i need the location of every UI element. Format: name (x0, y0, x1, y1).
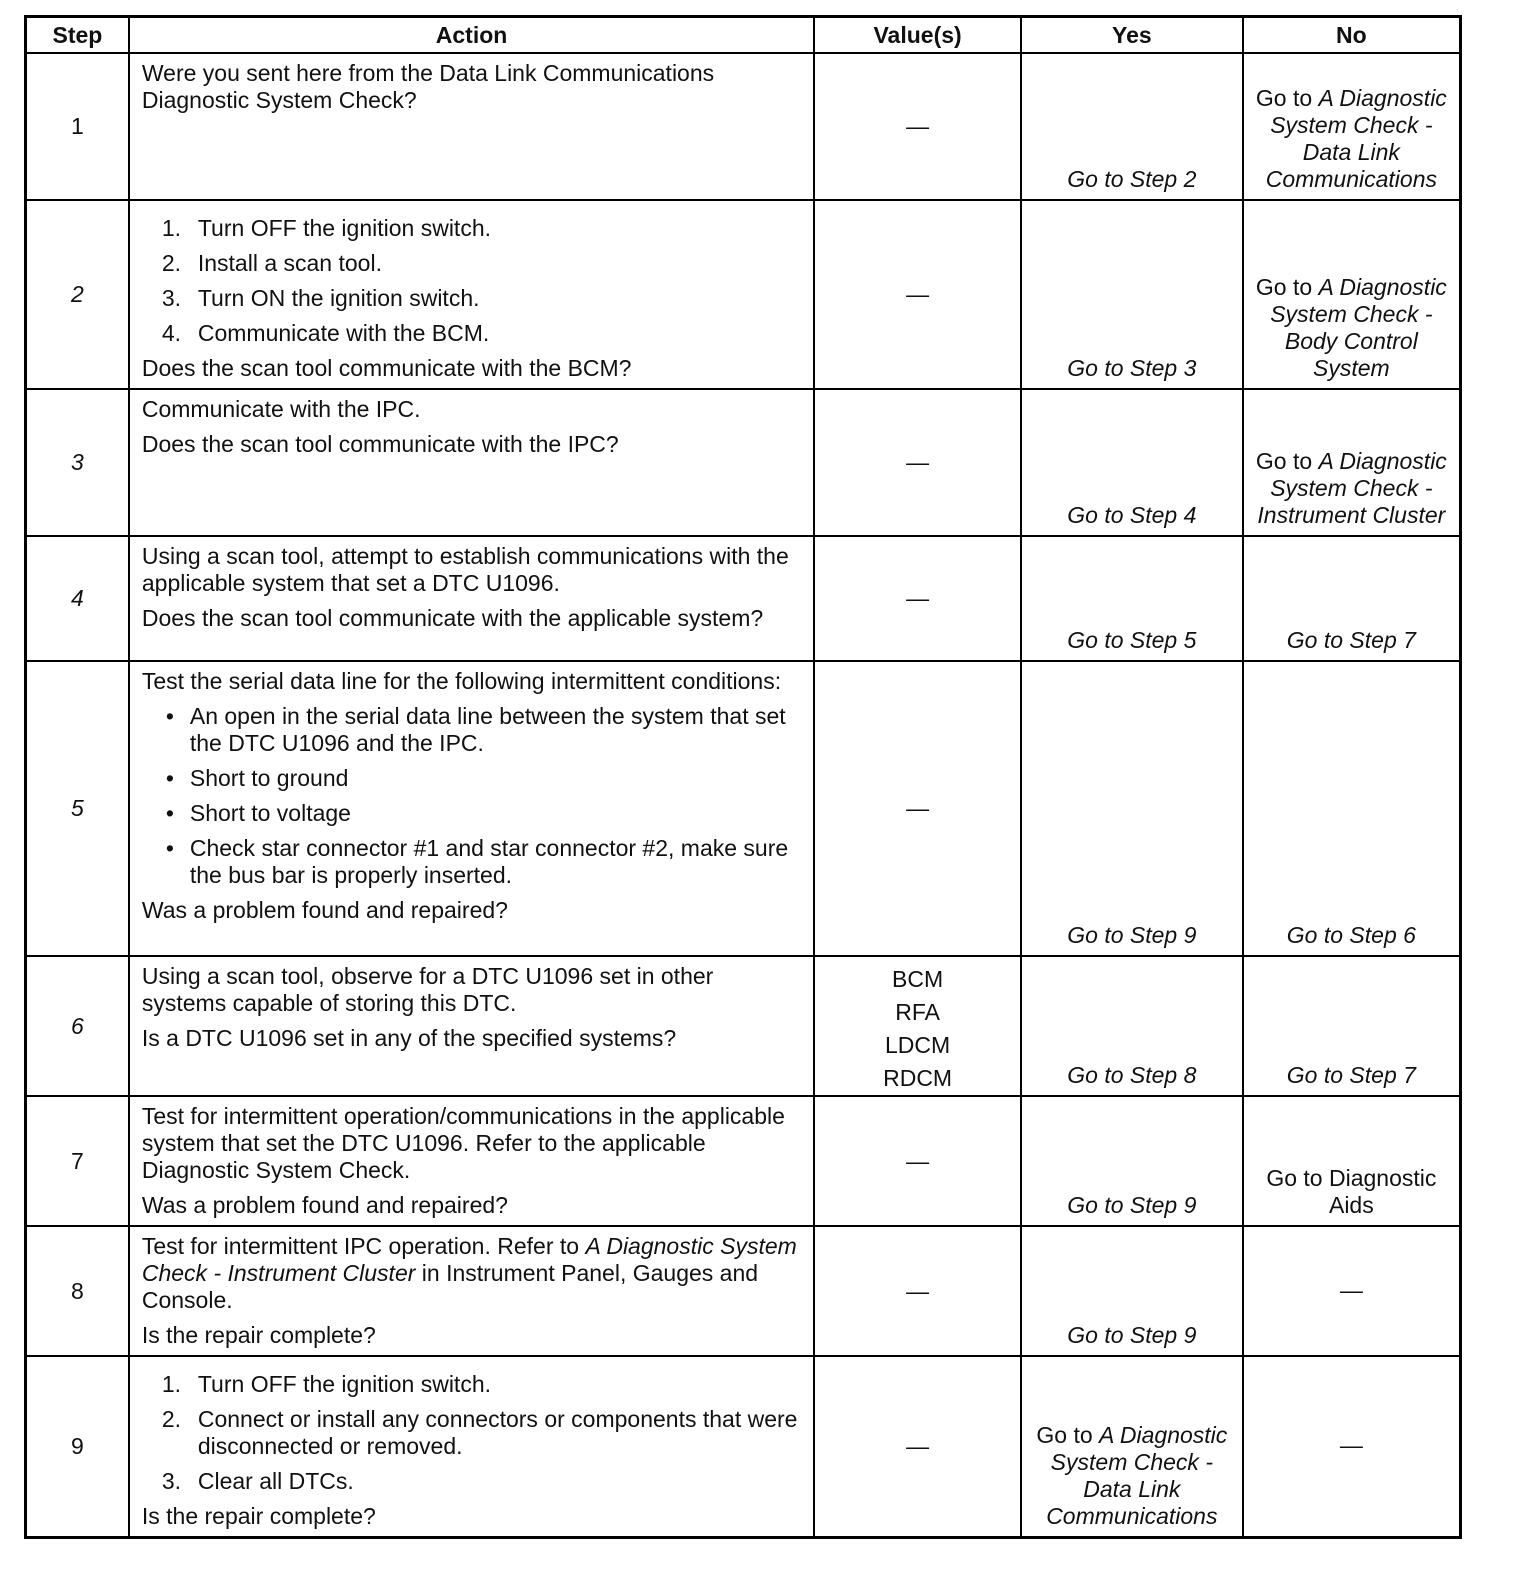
list-number: 4. (161, 320, 182, 346)
step-number: 7 (26, 1096, 129, 1226)
table-row (26, 1356, 1461, 1538)
yes-link: A Diagnostic System Check - Data Link Communications (1046, 1422, 1228, 1529)
action-cell (129, 200, 814, 389)
values-cell: — (814, 200, 1021, 389)
table-row (26, 1226, 1461, 1356)
action-question: Does the scan tool communicate with the BCM? (141, 355, 632, 381)
action-text: Communicate with the IPC. (141, 396, 421, 422)
table-row (26, 661, 1461, 956)
yes-cell (1021, 1356, 1243, 1538)
action-cell (129, 661, 814, 956)
step-number: 2 (26, 200, 129, 389)
list-item: • An open in the serial data line between the system that set the DTC U1096 and the IPC. (142, 703, 803, 757)
list-text: Connect or install any connectors or components that were disconnected or removed. (197, 1406, 798, 1459)
header-values: Value(s) (814, 17, 1021, 54)
action-cell (129, 956, 814, 1096)
action-text: Test for intermittent operation/communications in the applicable system that set the DTC U1096. Refer to the applicable Diagnostic System Check. (141, 1103, 785, 1183)
values-cell: — (814, 1096, 1021, 1226)
value-item: RFA (895, 999, 940, 1025)
values-cell: — (814, 53, 1021, 200)
list-number: 1. (161, 215, 182, 241)
no-prefix: Go to (1255, 85, 1319, 111)
list-text: Install a scan tool. (197, 250, 382, 276)
values-cell: — (814, 389, 1021, 536)
action-reference: A Diagnostic System Check - Instrument Cluster (141, 1233, 797, 1286)
action-question: Was a problem found and repaired? (141, 897, 508, 923)
no-cell: Go to Step 7 (1243, 956, 1461, 1096)
values-cell: — (814, 536, 1021, 661)
yes-cell: Go to Step 5 (1021, 536, 1243, 661)
yes-cell: Go to Step 2 (1021, 53, 1243, 200)
list-item: • Check star connector #1 and star connector #2, make sure the bus bar is properly inserted. (142, 835, 803, 889)
table-row (26, 536, 1461, 661)
numbered-list (142, 1371, 803, 1495)
action-cell (129, 536, 814, 661)
yes-cell: Go to Step 3 (1021, 200, 1243, 389)
action-cell (129, 389, 814, 536)
action-cell (129, 1096, 814, 1226)
list-number: 2. (161, 250, 182, 276)
yes-cell: Go to Step 9 (1021, 661, 1243, 956)
no-prefix: Go to (1255, 448, 1319, 474)
no-link: A Diagnostic System Check - Data Link Communications (1265, 85, 1447, 192)
value-item: LDCM (885, 1032, 951, 1058)
header-row (26, 17, 1461, 54)
values-cell (814, 956, 1021, 1096)
value-item: BCM (892, 966, 944, 992)
table-row (26, 389, 1461, 536)
list-item (142, 1406, 803, 1460)
step-number: 8 (26, 1226, 129, 1356)
no-cell: — (1243, 1356, 1461, 1538)
action-question: Is the repair complete? (141, 1503, 376, 1529)
header-yes: Yes (1021, 17, 1243, 54)
list-item (142, 285, 803, 312)
no-cell (1243, 53, 1461, 200)
yes-cell: Go to Step 9 (1021, 1226, 1243, 1356)
action-cell (129, 53, 814, 200)
list-number: 2. (161, 1406, 182, 1432)
yes-cell: Go to Step 4 (1021, 389, 1243, 536)
no-cell (1243, 200, 1461, 389)
list-text: Turn OFF the ignition switch. (197, 1371, 491, 1397)
no-cell: Go to Diagnostic Aids (1243, 1096, 1461, 1226)
action-question: Is the repair complete? (141, 1322, 376, 1348)
values-cell: — (814, 1226, 1021, 1356)
action-question: Does the scan tool communicate with the applicable system? (141, 605, 764, 631)
values-cell: — (814, 661, 1021, 956)
action-question: Is a DTC U1096 set in any of the specified systems? (141, 1025, 677, 1051)
action-cell (129, 1356, 814, 1538)
list-number: 1. (161, 1371, 182, 1397)
list-item (142, 1468, 803, 1495)
list-text: Turn ON the ignition switch. (197, 285, 480, 311)
no-cell: — (1243, 1226, 1461, 1356)
yes-prefix: Go to (1036, 1422, 1100, 1448)
header-action: Action (129, 17, 814, 54)
yes-cell: Go to Step 8 (1021, 956, 1243, 1096)
no-link: A Diagnostic System Check - Instrument Cluster (1257, 448, 1447, 528)
table-row (26, 200, 1461, 389)
action-text (142, 1233, 803, 1314)
header-step: Step (26, 17, 129, 54)
action-text: Using a scan tool, attempt to establish communications with the applicable system that set a DTC U1096. (141, 543, 789, 596)
step-number: 3 (26, 389, 129, 536)
value-item: RDCM (883, 1065, 953, 1091)
list-item (142, 320, 803, 347)
step-number: 5 (26, 661, 129, 956)
no-prefix: Go to (1255, 274, 1319, 300)
action-text: Test the serial data line for the following intermittent conditions: (141, 668, 782, 694)
table-row (26, 53, 1461, 200)
no-cell: Go to Step 7 (1243, 536, 1461, 661)
action-question: Was a problem found and repaired? (141, 1192, 508, 1218)
list-text: Communicate with the BCM. (197, 320, 490, 346)
no-cell (1243, 389, 1461, 536)
list-item: • Short to voltage (142, 800, 803, 827)
list-text: Clear all DTCs. (197, 1468, 354, 1494)
action-text: Using a scan tool, observe for a DTC U1096 set in other systems capable of storing this DTC. (141, 963, 714, 1016)
list-text: Turn OFF the ignition switch. (197, 215, 491, 241)
table-row (26, 1096, 1461, 1226)
list-number: 3. (161, 285, 182, 311)
step-number: 9 (26, 1356, 129, 1538)
step-number: 1 (26, 53, 129, 200)
no-link: A Diagnostic System Check - Body Control System (1270, 274, 1447, 381)
action-text-part: in Instrument Panel, Gauges and Console. (141, 1260, 759, 1313)
values-cell: — (814, 1356, 1021, 1538)
diagnostic-table (24, 15, 1462, 1539)
action-question: Does the scan tool communicate with the IPC? (141, 431, 619, 457)
table-row (26, 956, 1461, 1096)
step-number: 4 (26, 536, 129, 661)
no-cell: Go to Step 6 (1243, 661, 1461, 956)
list-item (142, 250, 803, 277)
list-number: 3. (161, 1468, 182, 1494)
action-cell (129, 1226, 814, 1356)
action-text: Were you sent here from the Data Link Communications Diagnostic System Check? (141, 60, 715, 113)
list-item: • Short to ground (142, 765, 803, 792)
header-no: No (1243, 17, 1461, 54)
list-item (142, 1371, 803, 1398)
list-item (142, 215, 803, 242)
yes-cell: Go to Step 9 (1021, 1096, 1243, 1226)
step-number: 6 (26, 956, 129, 1096)
bullet-list (142, 703, 803, 889)
action-text-part: Test for intermittent IPC operation. Refer to (141, 1233, 586, 1259)
numbered-list (142, 215, 803, 347)
